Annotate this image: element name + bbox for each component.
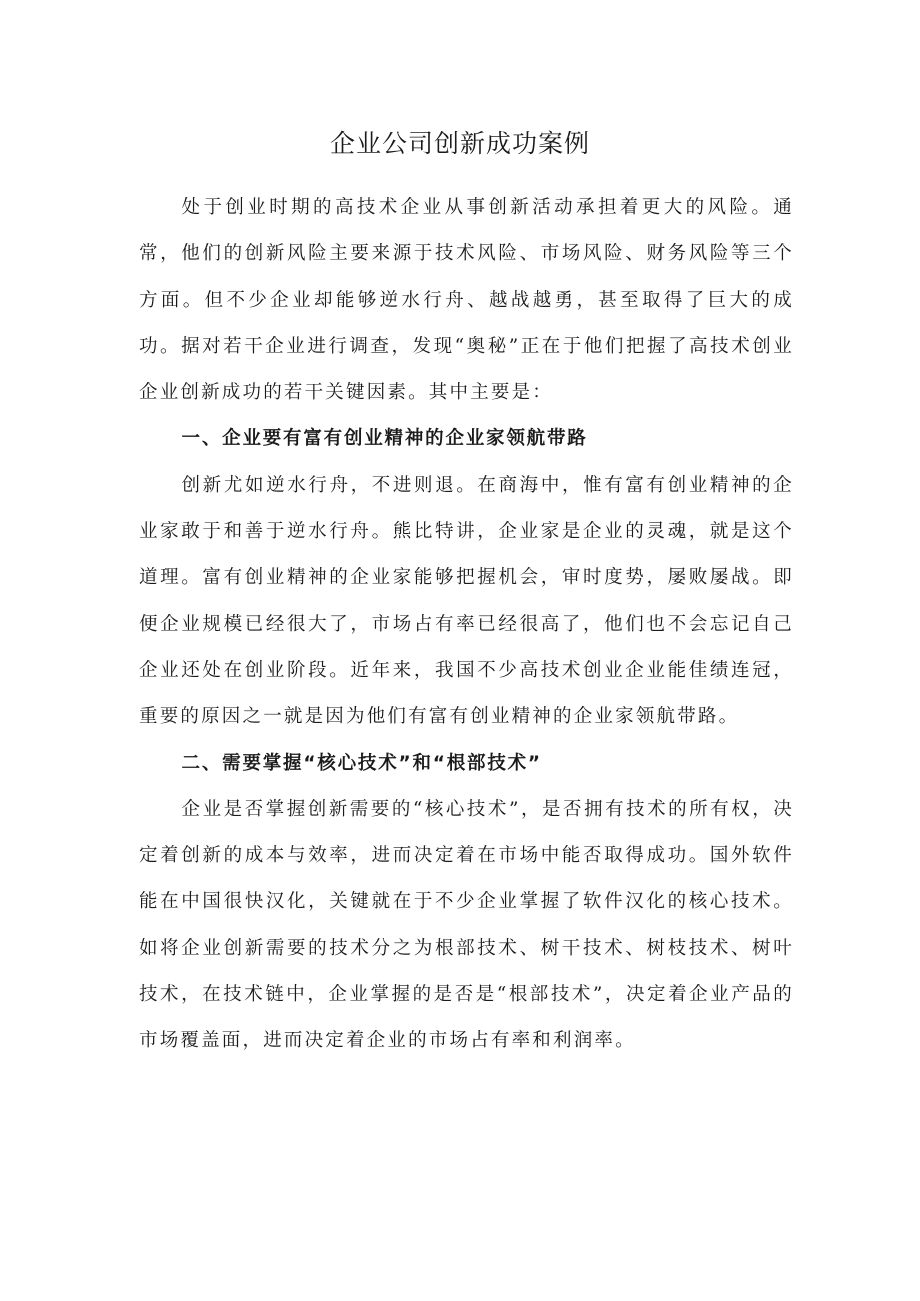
document-body	[139, 185, 794, 1065]
document-title: 企业公司创新成功案例	[329, 129, 590, 158]
section-1-paragraph: 创新尤如逆水行舟，不进则退。在商海中，惟有富有创业精神的企业家敢于和善于逆水行舟。熊比特讲，企业家是企业的灵魂，就是这个道理。富有创业精神的企业家能够把握机会，审时度势，屡败屡战。即便企业规模已经很大了，市场占有率已经很高了，他们也不会忘记自己企业还处在创业阶段。近年来，我国不少高技术创业企业能佳绩连冠，重要的原因之一就是因为他们有富有创业精神的企业家领航带路。	[139, 474, 794, 728]
section-2-heading: 二、需要掌握“核心技术”和“根部技术”	[181, 752, 542, 774]
intro-paragraph: 处于创业时期的高技术企业从事创新活动承担着更大的风险。通常，他们的创新风险主要来源于技术风险、市场风险、财务风险等三个方面。但不少企业却能够逆水行舟、越战越勇，甚至取得了巨大的成功。据对若干企业进行调查，发现“奥秘”正在于他们把握了高技术创业企业创新成功的若干关键因素。其中主要是：	[139, 197, 794, 404]
section-2-paragraph: 企业是否掌握创新需要的“核心技术”，是否拥有技术的所有权，决定着创新的成本与效率，进而决定着在市场中能否取得成功。国外软件能在中国很快汉化，关键就在于不少企业掌握了软件汉化的核心技术。如将企业创新需要的技术分之为根部技术、树干技术、树枝技术、树叶技术，在技术链中，企业掌握的是否是“根部技术”，决定着企业产品的市场覆盖面，进而决定着企业的市场占有率和利润率。	[139, 798, 794, 1052]
section-1-heading: 一、企业要有富有创业精神的企业家领航带路	[181, 428, 588, 450]
